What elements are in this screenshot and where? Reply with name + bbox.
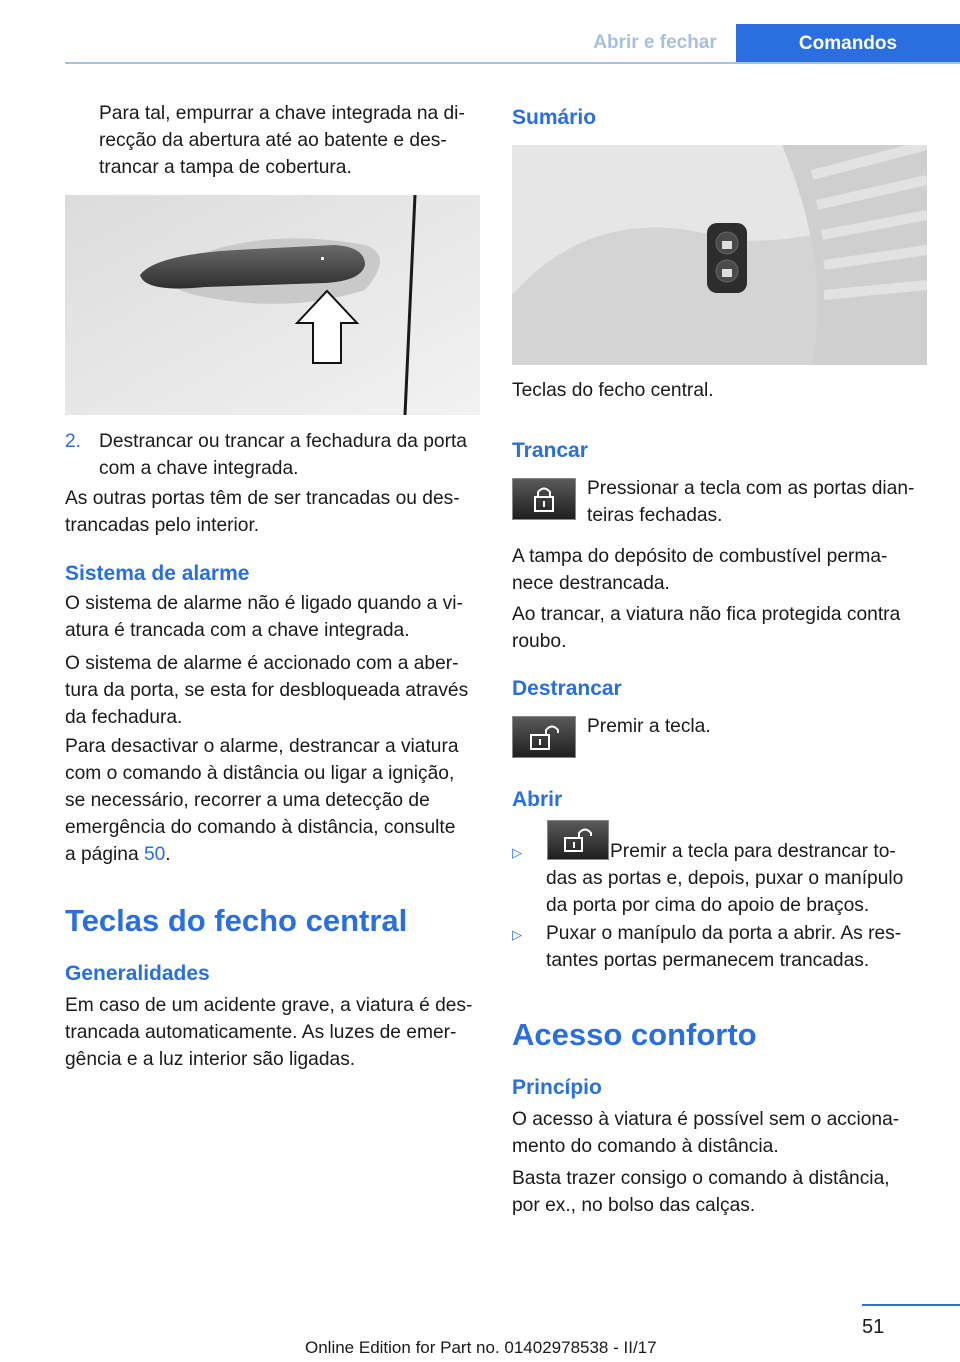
central-locking-keys-image [512, 145, 927, 365]
general-paragraph: Em caso de um acidente grave, a viatura é des- trancada automaticamente. As luzes de emer- gência e a luz interior são ligadas. [65, 995, 473, 1070]
footer-rule [862, 1304, 960, 1306]
principle-paragraph-2: Basta trazer consigo o comando à distância, por ex., no bolso das calças. [512, 1168, 890, 1216]
header-rule [65, 62, 960, 64]
alarm-paragraph-3-end: . [165, 844, 171, 865]
open-heading: Abrir [512, 788, 563, 811]
header-chapter-tab: Comandos [736, 24, 960, 64]
door-handle-illustration [65, 195, 480, 415]
intro-paragraph: Para tal, empurrar a chave integrada na di- recção da abertura até ao batente e des- trancar a tampa de cobertura. [99, 103, 465, 178]
other-doors-paragraph: As outras portas têm de ser trancadas ou des- trancadas pelo interior. [65, 488, 460, 536]
central-locking-heading: Teclas do fecho central [65, 903, 408, 938]
principle-paragraph-1: O acesso à viatura é possível sem o acciona- mento do comando à distância. [512, 1109, 900, 1157]
unlock-icon [513, 717, 575, 757]
summary-heading: Sumário [512, 106, 597, 129]
triangle-bullet-icon: ▷ [512, 927, 522, 942]
open-bullet-1: Premir a tecla para destrancar to- das as portas e, depois, puxar o manípulo da porta por cima do apoio de braços. [546, 841, 904, 916]
header-section: Abrir e fechar [593, 32, 717, 53]
step-number: 2. [65, 431, 82, 452]
door-panel-illustration [512, 145, 927, 365]
lock-key-image [512, 478, 576, 520]
lock-icon [513, 479, 575, 519]
general-heading: Generalidades [65, 962, 210, 985]
edition-footer: Online Edition for Part no. 01402978538 - II/17 [305, 1338, 657, 1357]
door-handle-image [65, 195, 480, 415]
alarm-paragraph-3-text: Para desactivar o alarme, destrancar a viatura com o comando à distância ou ligar a ignição, se necessário, recorrer a uma detecção de emergência do comando à distância, consulte a página [65, 736, 459, 865]
alarm-paragraph-1: O sistema de alarme não é ligado quando a vi- atura é trancada com a chave integrada. [65, 593, 463, 641]
step-2-text: Destrancar ou trancar a fechadura da porta com a chave integrada. [99, 431, 467, 479]
lock-paragraph-2: Ao trancar, a viatura não fica protegida contra roubo. [512, 604, 901, 652]
lock-heading: Trancar [512, 439, 588, 462]
alarm-paragraph-3 [65, 733, 485, 868]
principle-heading: Princípio [512, 1076, 602, 1099]
alarm-paragraph-2: O sistema de alarme é accionado com a aber- tura da porta, se esta for desbloqueada através da fechadura. [65, 653, 469, 728]
comfort-access-heading: Acesso conforto [512, 1017, 757, 1052]
unlock-heading: Destrancar [512, 677, 622, 700]
lock-paragraph-1: A tampa do depósito de combustível perma- nece destrancada. [512, 546, 888, 594]
open-bullet-2: Puxar o manípulo da porta a abrir. As res- tantes portas permanecem trancadas. [546, 923, 902, 971]
page-number: 51 [862, 1316, 885, 1338]
lock-instruction: Pressionar a tecla com as portas dian- teiras fechadas. [587, 478, 915, 526]
figure-caption: Teclas do fecho central. [512, 380, 714, 401]
unlock-instruction: Premir a tecla. [587, 716, 711, 737]
page-reference-link[interactable]: 50 [143, 844, 166, 865]
alarm-heading: Sistema de alarme [65, 562, 250, 585]
triangle-bullet-icon: ▷ [512, 845, 522, 860]
unlock-key-image [512, 716, 576, 758]
